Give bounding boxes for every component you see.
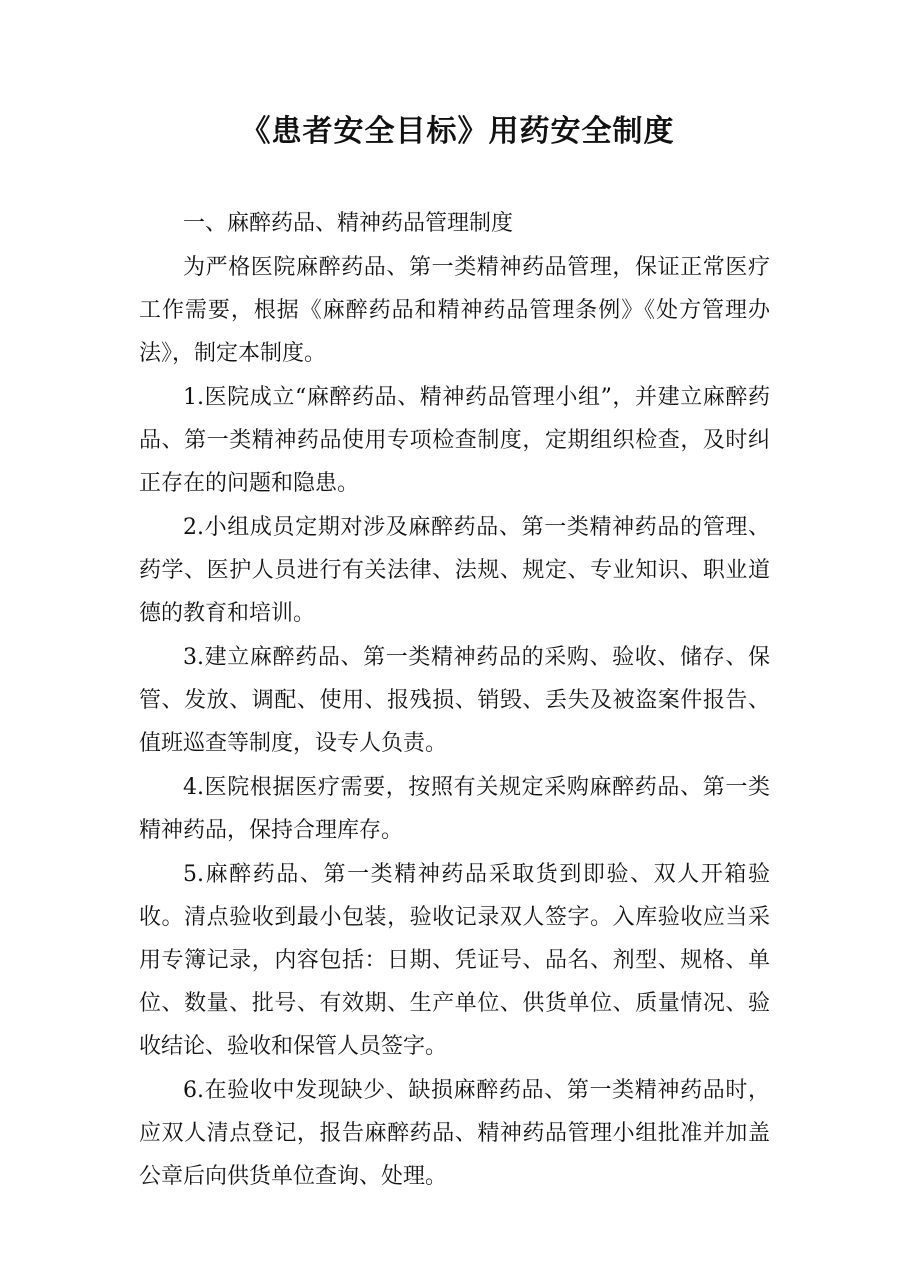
document-title: 《患者安全目标》用药安全制度 xyxy=(240,114,675,149)
paragraph-item-3: 3.建立麻醉药品、第一类精神药品的采购、验收、储存、保管、发放、调配、使用、报残损、销毁、丢失及被盗案件报告、值班巡查等制度，设专人负责。 xyxy=(139,645,770,756)
paragraph-item-6: 6.在验收中发现缺少、缺损麻醉药品、第一类精神药品时，应双人清点登记，报告麻醉药品、精神药品管理小组批准并加盖公章后向供货单位查询、处理。 xyxy=(139,1078,770,1189)
paragraph-intro: 为严格医院麻醉药品、第一类精神药品管理，保证正常医疗工作需要，根据《麻醉药品和精神药品管理条例》《处方管理办法》，制定本制度。 xyxy=(139,255,770,366)
paragraph-item-5: 5.麻醉药品、第一类精神药品采取货到即验、双人开箱验收。清点验收到最小包装，验收记录双人签字。入库验收应当采用专簿记录，内容包括：日期、凭证号、品名、剂型、规格、单位、数量、批号、有效期、生产单位、供货单位、质量情况、验收结论、验收和保管人员签字。 xyxy=(139,862,770,1059)
paragraph-item-4: 4.医院根据医疗需要，按照有关规定采购麻醉药品、第一类精神药品，保持合理库存。 xyxy=(139,775,770,843)
paragraph-item-2: 2.小组成员定期对涉及麻醉药品、第一类精神药品的管理、药学、医护人员进行有关法律、法规、规定、专业知识、职业道德的教育和培训。 xyxy=(139,515,770,626)
section-heading: 一、麻醉药品、精神药品管理制度 xyxy=(183,211,514,236)
paragraph-item-1: 1.医院成立“麻醉药品、精神药品管理小组”，并建立麻醉药品、第一类精神药品使用专项检查制度，定期组织检查，及时纠正存在的问题和隐患。 xyxy=(139,385,770,496)
